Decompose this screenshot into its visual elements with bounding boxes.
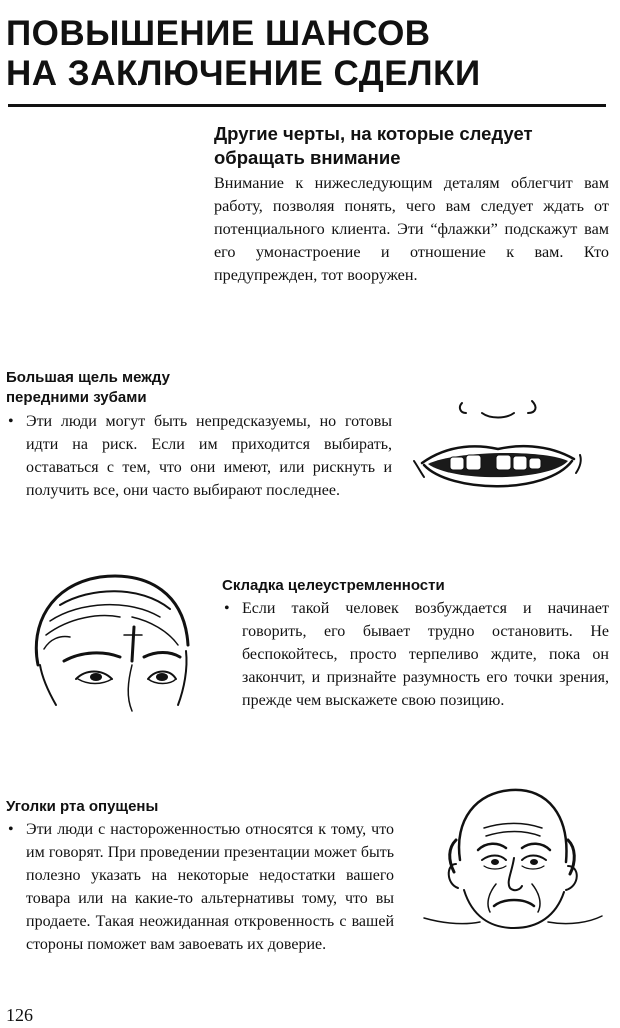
section-gap-teeth-heading-line-1: Большая щель между — [6, 369, 170, 386]
section-downturned-mouth-heading — [6, 797, 306, 817]
intro-text: Внимание к нижеследующим деталям облегчит вам работу, позволяя понять, чего вам следует ждать от потенциального клиента. Эти “флажки” подскажут вам его умонастроение и отношение к вам. Кто предупрежден, тот вооружен. — [214, 174, 609, 284]
section-determination-crease-heading-line-1: Складка целеустремленности — [222, 577, 445, 594]
forehead-crease-face-illustration — [20, 565, 200, 715]
chapter-title-line-1: ПОВЫШЕНИЕ ШАНСОВ — [6, 14, 431, 53]
section-determination-crease-heading — [222, 576, 612, 596]
intro-heading-line-1: Другие черты, на которые следует — [214, 123, 533, 144]
chapter-title — [6, 14, 606, 94]
section-gap-teeth-text: Эти люди могут быть непредсказуемы, но готовы идти на риск. Если им приходится выбирать, оставаться с тем, что они имеют, или рискнуть и получить все, они часто выбирают последнее. — [26, 413, 392, 499]
title-divider — [8, 104, 606, 107]
old-man-face-illustration — [420, 780, 605, 930]
section-determination-crease-text: Если такой человек возбуждается и начинает говорить, его бывает трудно остановить. Не беспокойтесь, просто терпеливо ждите, пока он закончит, и признайте разумность его точки зрения, прежде чем выскажете свою позицию. — [242, 600, 609, 709]
section-gap-teeth-heading-line-2: передними зубами — [6, 389, 147, 406]
section-downturned-mouth-heading-line-1: Уголки рта опущены — [6, 798, 159, 815]
section-downturned-mouth-text: Эти люди с настороженностью относятся к тому, что им говорят. При проведении презентации может быть полезно указать на некоторые недостатки вашего товара или на какие-то альтернативы тому, что вы продаете. Такая неожиданная откровенность с вашей стороны поможет вам завоевать их доверие. — [26, 821, 394, 953]
section-gap-teeth-bullet: • — [8, 413, 14, 430]
intro-heading-line-2: обращать внимание — [214, 147, 401, 168]
mouth-with-gap-teeth-illustration — [410, 385, 590, 505]
intro-heading — [214, 122, 609, 170]
section-determination-crease-bullet: • — [224, 600, 230, 617]
page-number: 126 — [6, 1005, 33, 1025]
section-gap-teeth-heading — [6, 368, 256, 408]
section-downturned-mouth-bullet: • — [8, 821, 14, 838]
chapter-title-line-2: НА ЗАКЛЮЧЕНИЕ СДЕЛКИ — [6, 54, 481, 93]
